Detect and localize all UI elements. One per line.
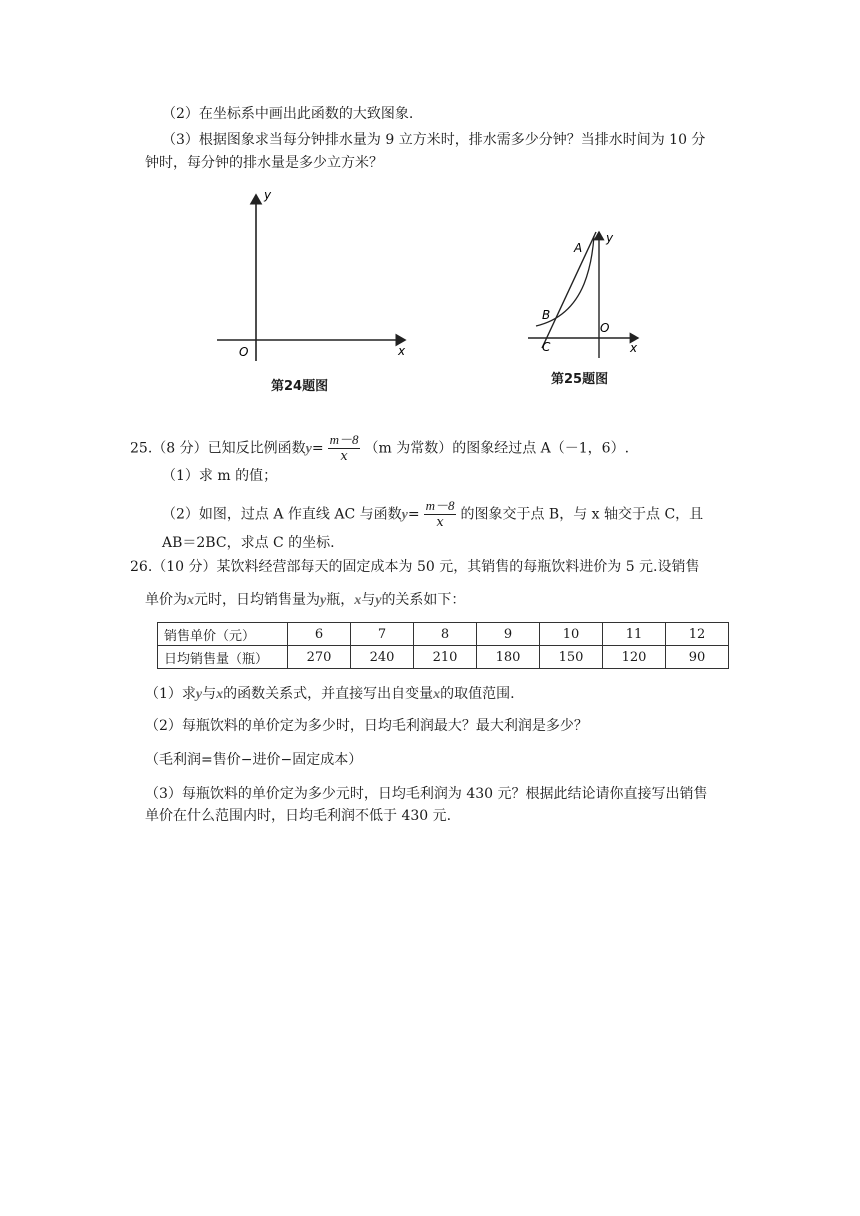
fraction-denominator: x	[436, 515, 444, 530]
y-axis-label: y	[264, 188, 272, 202]
table-cell: 120	[603, 646, 666, 669]
q26-part1-d: 的取值范围.	[440, 686, 515, 702]
fraction-numerator: m－8	[425, 498, 455, 513]
q26-line2	[145, 590, 465, 611]
q25-after-fraction: （m 为常数）的图象经过点 A（－1，6）.	[364, 440, 630, 457]
point-c-label: C	[542, 340, 551, 354]
q26-line2-b: 元时，日均销售量为	[194, 592, 320, 608]
table-cell: 11	[603, 623, 666, 646]
q26-part1-a: （1）求	[145, 686, 196, 702]
fraction-denominator: x	[340, 449, 348, 464]
q24-figure-caption: 第24题图	[271, 379, 329, 394]
var-y: y	[320, 593, 327, 608]
q25-stem	[130, 432, 629, 465]
sales-table	[157, 622, 729, 669]
q24-part3-line1: （3）根据图象求当每分钟排水量为 9 立方米时，排水需多少分钟？当排水时间为 10 分	[162, 132, 706, 148]
q25-part1: （1）求 m 的值；	[162, 468, 278, 484]
table-cell: 12	[666, 623, 729, 646]
table-row	[158, 646, 729, 669]
var-x: x	[354, 593, 362, 608]
q26-line2-d: 与	[361, 592, 376, 608]
q25-number: 25.	[130, 440, 153, 457]
var-x: x	[433, 687, 441, 702]
q25-fraction	[328, 432, 361, 465]
q26-note: （毛利润=售价−进价−固定成本）	[145, 752, 363, 768]
table-cell: 8	[414, 623, 477, 646]
origin-label: O	[239, 345, 249, 359]
q25-part2-line2: AB＝2BC，求点 C 的坐标.	[162, 535, 335, 551]
table-row	[158, 623, 729, 646]
q25-part2	[162, 498, 703, 531]
q25-part2-a: （2）如图，过点 A 作直线 AC 与函数	[162, 506, 402, 523]
table-row-header: 日均销售量（瓶）	[158, 646, 288, 669]
fraction-numerator: m－8	[329, 432, 359, 447]
q26-line2-e: 的关系如下：	[381, 592, 466, 608]
var-y: y	[195, 687, 203, 702]
q25-fraction-2	[424, 498, 457, 531]
q25-equals-2: =	[407, 506, 420, 523]
var-x: x	[216, 687, 224, 702]
table-cell: 7	[351, 623, 414, 646]
q24-part3-line2: 钟时，每分钟的排水量是多少立方米？	[145, 155, 383, 171]
q24-coordinate-figure	[205, 183, 425, 368]
table-cell: 150	[540, 646, 603, 669]
table-cell: 180	[477, 646, 540, 669]
q26-part1-b: 与	[202, 686, 217, 702]
origin-label: O	[600, 321, 610, 335]
table-cell: 270	[288, 646, 351, 669]
line-ac	[542, 232, 596, 348]
q26-line2-c: 瓶，	[326, 592, 355, 608]
table-cell: 240	[351, 646, 414, 669]
q26-line2-a: 单价为	[145, 592, 187, 608]
q26-part3-line2: 单价在什么范围内时，日均毛利润不低于 430 元.	[145, 808, 452, 824]
q25-score-intro: （8 分）已知反比例函数	[152, 440, 306, 457]
table-cell: 210	[414, 646, 477, 669]
x-axis-label: x	[630, 341, 638, 355]
x-axis-label: x	[398, 344, 406, 358]
point-a-label: A	[574, 241, 583, 255]
y-axis-label: y	[606, 231, 614, 245]
table-cell: 90	[666, 646, 729, 669]
var-y: y	[375, 593, 382, 608]
q26-part1	[145, 684, 515, 705]
q25-figure-caption: 第25题图	[551, 372, 609, 387]
q26-part3-line1: （3）每瓶饮料的单价定为多少元时，日均毛利润为 430 元？根据此结论请你直接写出销售	[145, 786, 708, 802]
var-x: x	[187, 593, 194, 608]
q26-part1-c: 的函数关系式，并直接写出自变量	[223, 686, 434, 702]
table-cell: 10	[540, 623, 603, 646]
q25-equals: =	[311, 440, 324, 457]
table-row-header: 销售单价（元）	[158, 623, 288, 646]
table-cell: 6	[288, 623, 351, 646]
q25-func-y: y	[305, 441, 312, 457]
q25-part2-b: 的图象交于点 B，与 x 轴交于点 C，且	[460, 506, 704, 523]
q25-coordinate-figure	[520, 226, 650, 361]
q25-func-y-2: y	[401, 507, 408, 523]
q26-line1: 26.（10 分）某饮料经营部每天的固定成本为 50 元，其销售的每瓶饮料进价为 5 元.设销售	[130, 559, 700, 575]
table-cell: 9	[477, 623, 540, 646]
point-b-label: B	[542, 308, 551, 322]
q24-part2: （2）在坐标系中画出此函数的大致图象.	[162, 106, 414, 122]
q26-part2: （2）每瓶饮料的单价定为多少时，日均毛利润最大？最大利润是多少？	[145, 718, 588, 734]
